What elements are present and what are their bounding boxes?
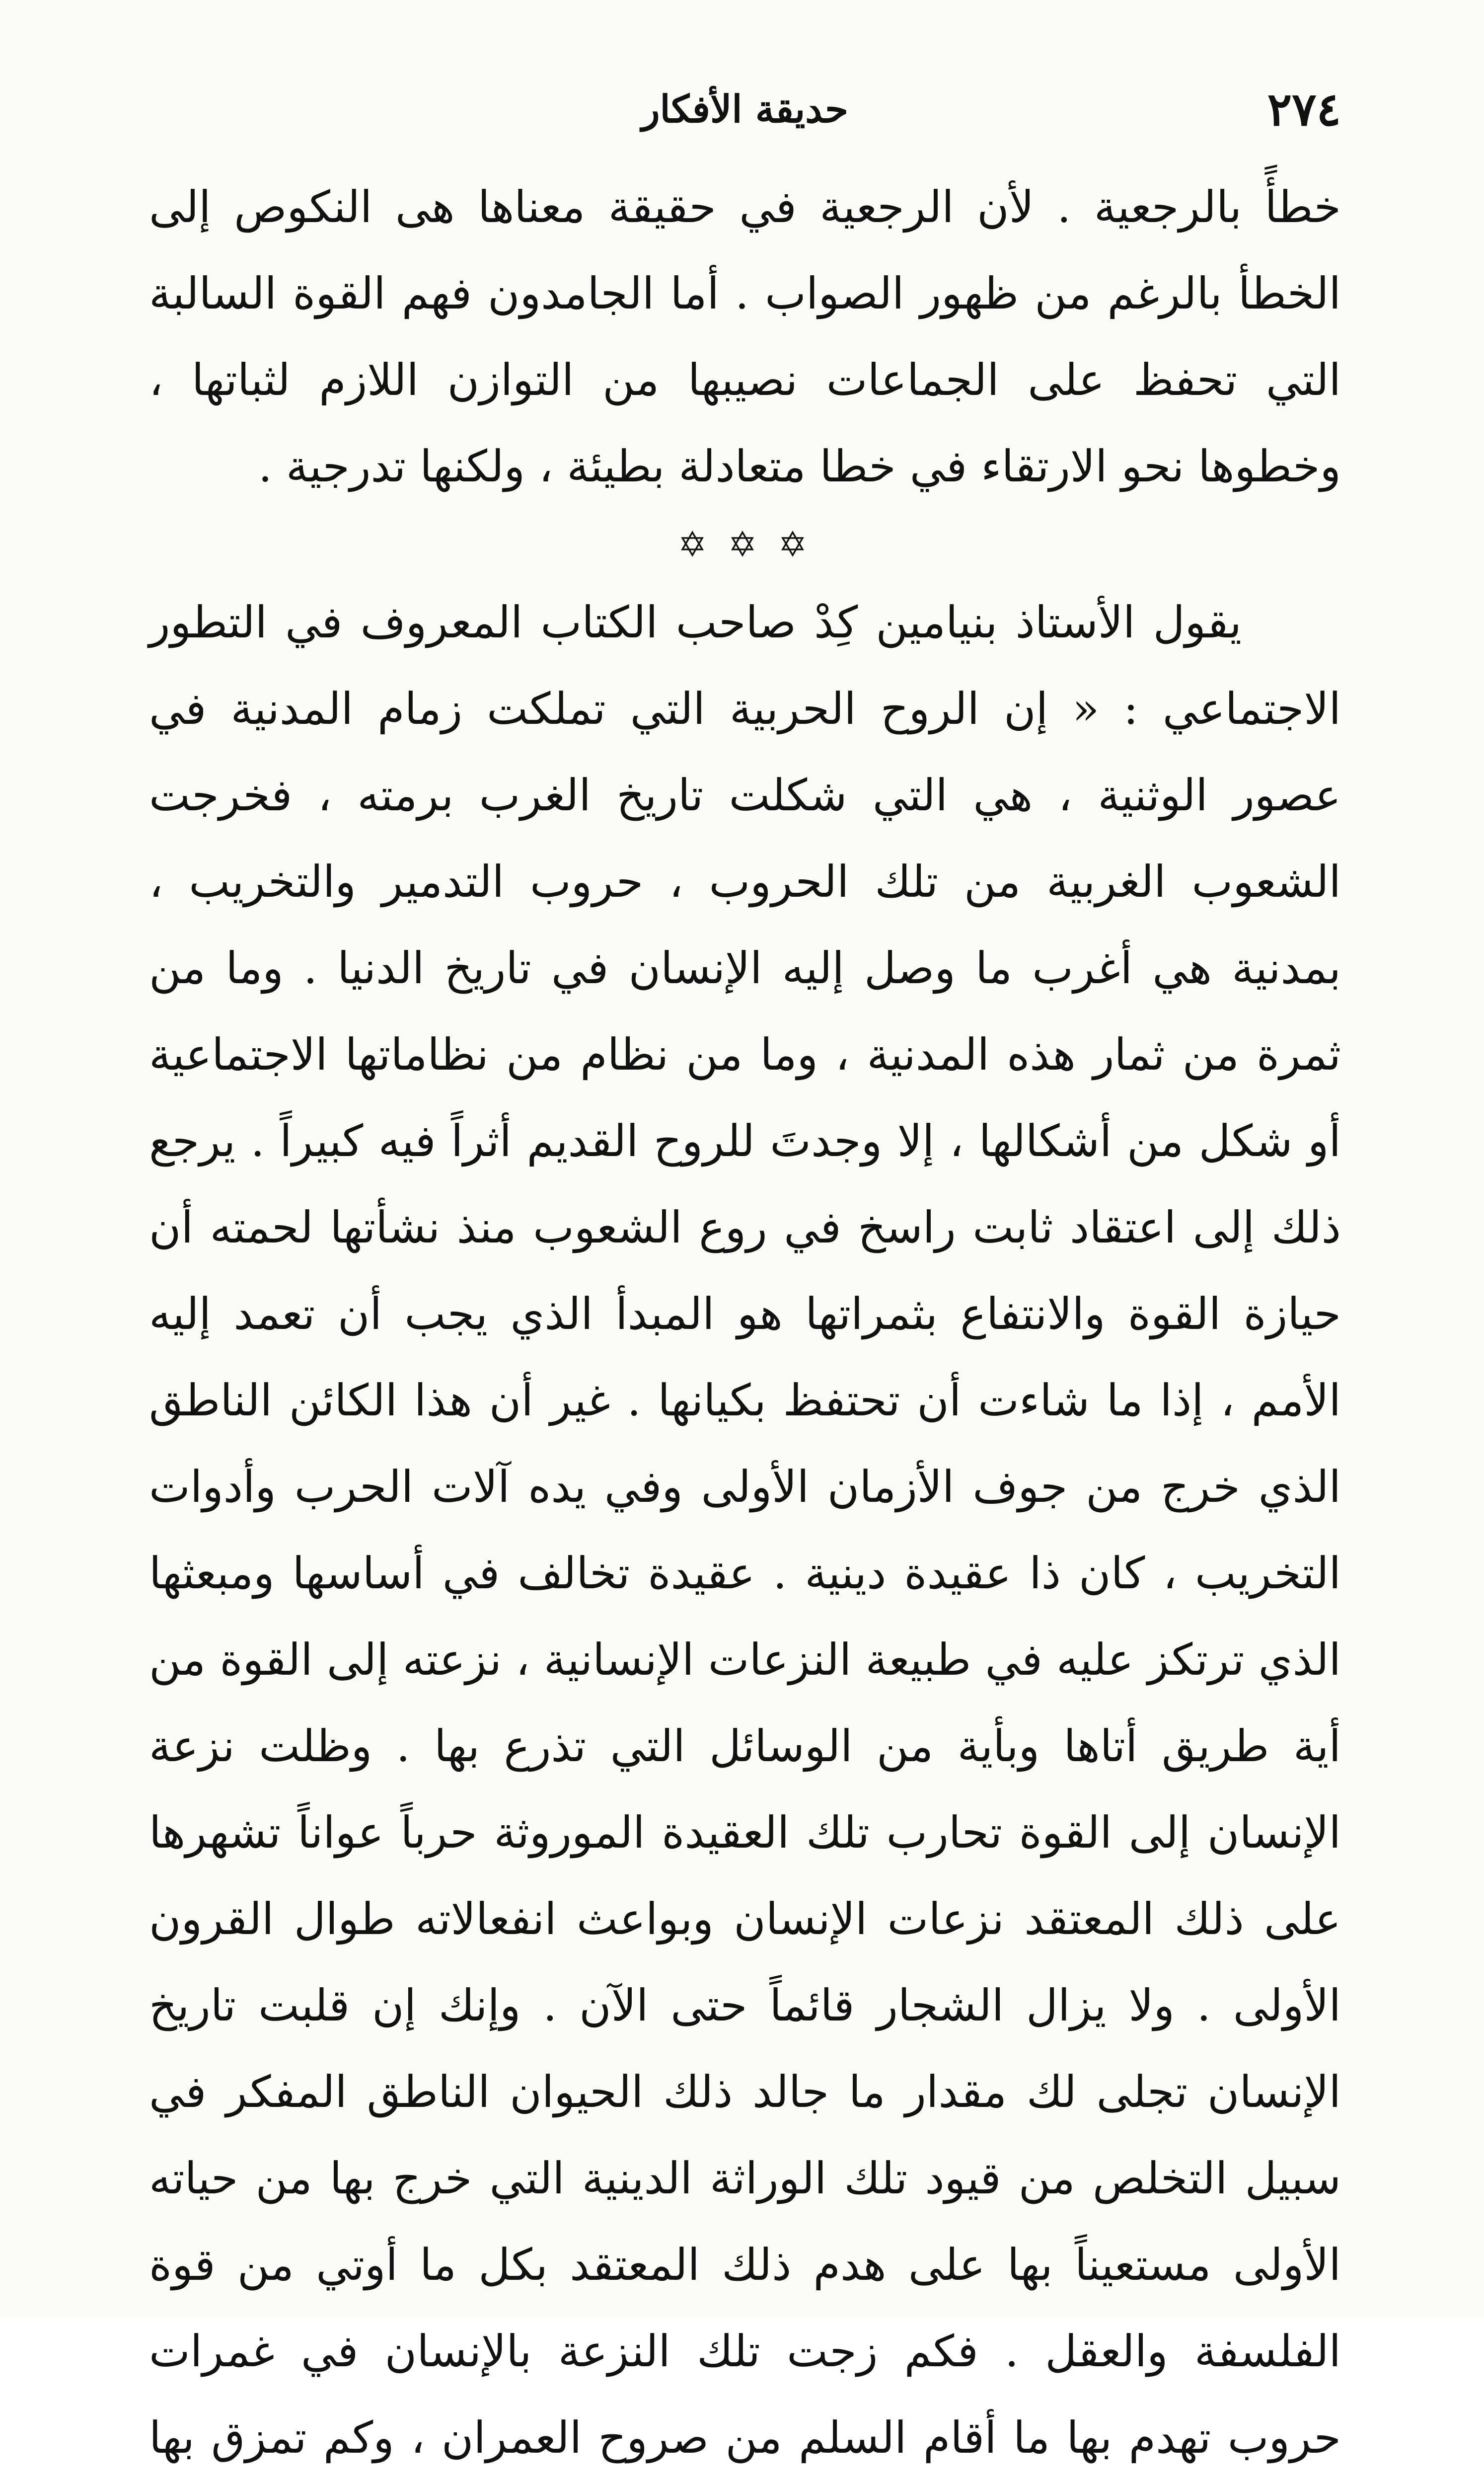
paragraph: يقول الأستاذ بنيامين كِدْ صاحب الكتاب المعروف في التطور الاجتماعي : « إن الروح الحربية التي تملكت زمام المدنية في عصور الوثنية ، هي التي شكلت تاريخ الغرب برمته ، فخرجت الشعوب الغربية من تلك الحروب ، حروب التدمير والتخريب ، بمدنية هي أغرب ما وصل إليه الإنسان في تاريخ الدنيا . وما من ثمرة من ثمار هذه المدنية ، وما من نظام من نظاماتها الاجتماعية أو شكل من أشكالها ، إلا وجدتَ للروح القديم أثراً فيه كبيراً . يرجع ذلك إلى اعتقاد ثابت راسخ في روع الشعوب منذ نشأتها لحمته أن حيازة القوة والانتفاع بثمراتها هو المبدأ الذي يجب أن تعمد إليه الأمم ، إذا ما شاءت أن تحتفظ بكيانها . غير أن هذا الكائن الناطق الذي خرج من جوف الأزمان الأولى وفي يده آلات الحرب وأدوات التخريب ، كان ذا عقيدة دينية . عقيدة تخالف في أساسها ومبعثها الذي ترتكز عليه في طبيعة النزعات الإنسانية ، نزعته إلى القوة من أية طريق أتاها وبأية من الوسائل التي تذرع بها . وظلت نزعة الإنسان إلى القوة تحارب تلك العقيدة الموروثة حرباً عواناً تشهرها على ذلك المعتقد نزعات الإنسان وبواعث انفعالاته طوال القرون الأولى . ولا يزال الشجار قائماً حتى الآن . وإنك إن قلبت تاريخ الإنسان تجلى لك مقدار ما جالد ذلك الحيوان الناطق المفكر في سبيل التخلص من قيود تلك الوراثة الدينية التي خرج بها من حياته الأولى مستعيناً بها على هدم ذلك المعتقد بكل ما أوتي من قوة الفلسفة والعقل . فكم زجت تلك النزعة بالإنسان في غمرات حروب تهدم بها ما أقام السلم من صروح العمران ، وكم تمزق بها — [149, 597, 1341, 2463]
page-number: ٢٧٤ — [1267, 82, 1341, 136]
section-divider-ornament: ✡ ✡ ✡ — [677, 524, 813, 565]
body-text — [149, 164, 1341, 2484]
running-title: حديقة الأفكار — [641, 87, 849, 131]
page-header — [149, 75, 1341, 144]
paragraph: خطأً بالرجعية . لأن الرجعية في حقيقة معناها هى النكوص إلى الخطأ بالرغم من ظهور الصواب . أما الجامدون فهم القوة السالبة التي تحفظ على الجماعات نصيبها من التوازن اللازم لثباتها ، وخطوها نحو الارتقاء في خطا متعادلة بطيئة ، ولكنها تدرجية . — [149, 181, 1341, 492]
